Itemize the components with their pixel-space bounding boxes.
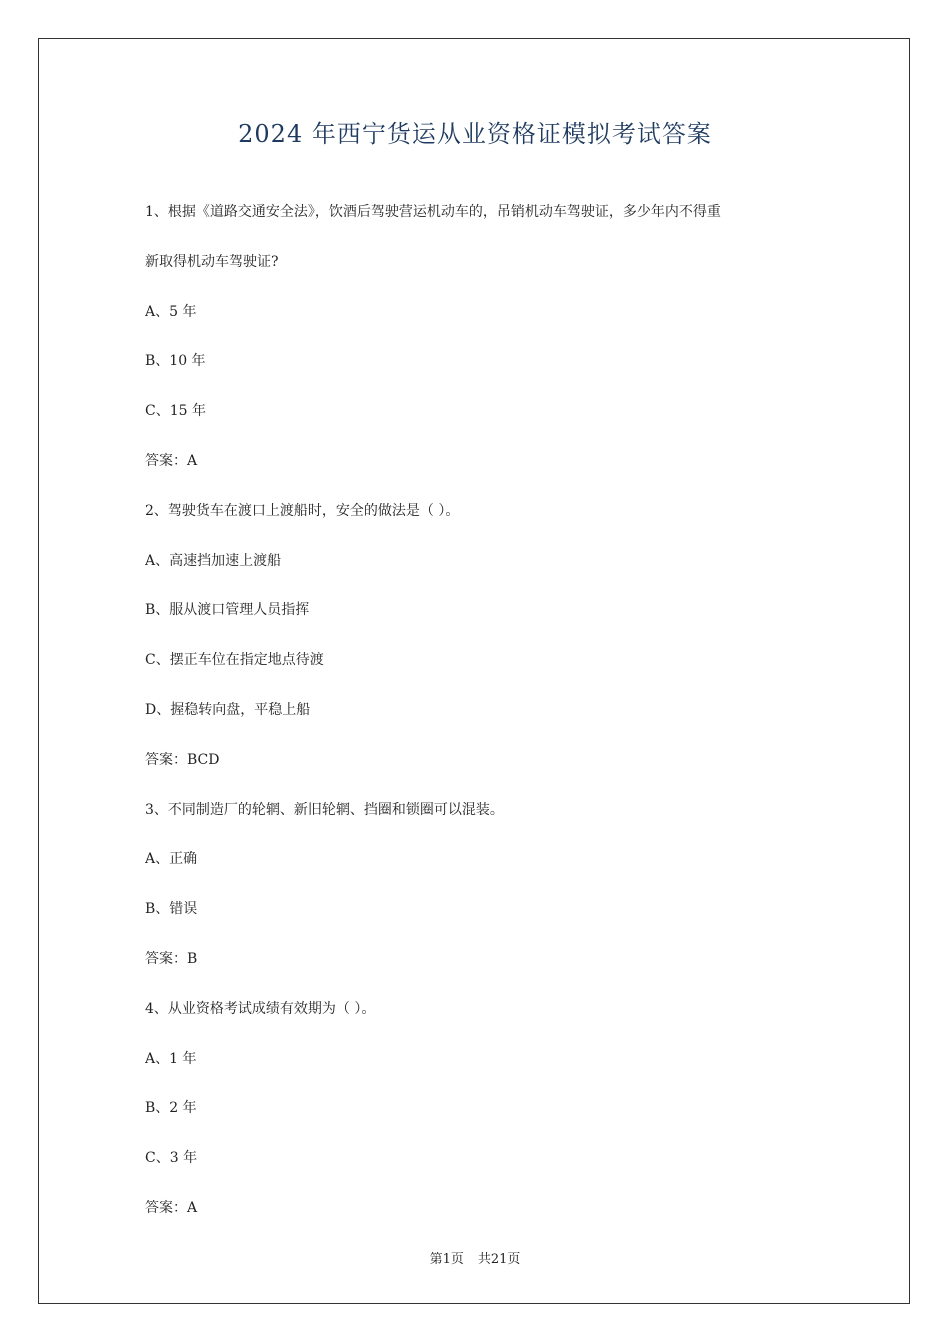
question-4-option-c: C、3 年 xyxy=(145,1150,198,1167)
question-1-text: 1、根据《道路交通安全法》，饮酒后驾驶营运机动车的，吊销机动车驾驶证，多少年内不得重 xyxy=(145,204,721,220)
question-list xyxy=(145,202,825,1248)
question-3-option-b: B、错误 xyxy=(145,901,198,918)
question-2-text: 2、驾驶货车在渡口上渡船时，安全的做法是（ ）。 xyxy=(145,502,460,519)
question-1-option-a: A、5 年 xyxy=(145,303,197,320)
question-4-option-a: A、1 年 xyxy=(145,1050,197,1067)
page-total: 共21页 xyxy=(477,1252,521,1267)
question-2-option-a: A、高速挡加速上渡船 xyxy=(145,552,282,569)
page-number: 第1页 xyxy=(429,1252,464,1267)
question-2-option-c: C、摆正车位在指定地点待渡 xyxy=(145,652,324,669)
question-3-option-a: A、正确 xyxy=(145,851,198,868)
question-1-option-c: C、15 年 xyxy=(145,403,206,420)
question-4-text: 4、从业资格考试成绩有效期为（ ）。 xyxy=(145,1000,376,1017)
document-title: 2024 年西宁货运从业资格证模拟考试答案 xyxy=(238,120,712,148)
question-1-text-continued: 新取得机动车驾驶证? xyxy=(145,253,279,270)
question-4-answer: 答案：A xyxy=(145,1199,198,1216)
question-3-text: 3、不同制造厂的轮辋、新旧轮辋、挡圈和锁圈可以混装。 xyxy=(145,801,504,818)
question-2-answer: 答案：BCD xyxy=(145,751,220,768)
page-footer xyxy=(0,1248,950,1267)
question-1-option-b: B、10 年 xyxy=(145,353,206,370)
question-3-answer: 答案：B xyxy=(145,950,198,967)
question-1-answer: 答案：A xyxy=(145,452,198,469)
question-4-option-b: B、2 年 xyxy=(145,1100,197,1117)
question-2-option-b: B、服从渡口管理人员指挥 xyxy=(145,602,310,619)
question-2-option-d: D、握稳转向盘，平稳上船 xyxy=(145,701,311,718)
